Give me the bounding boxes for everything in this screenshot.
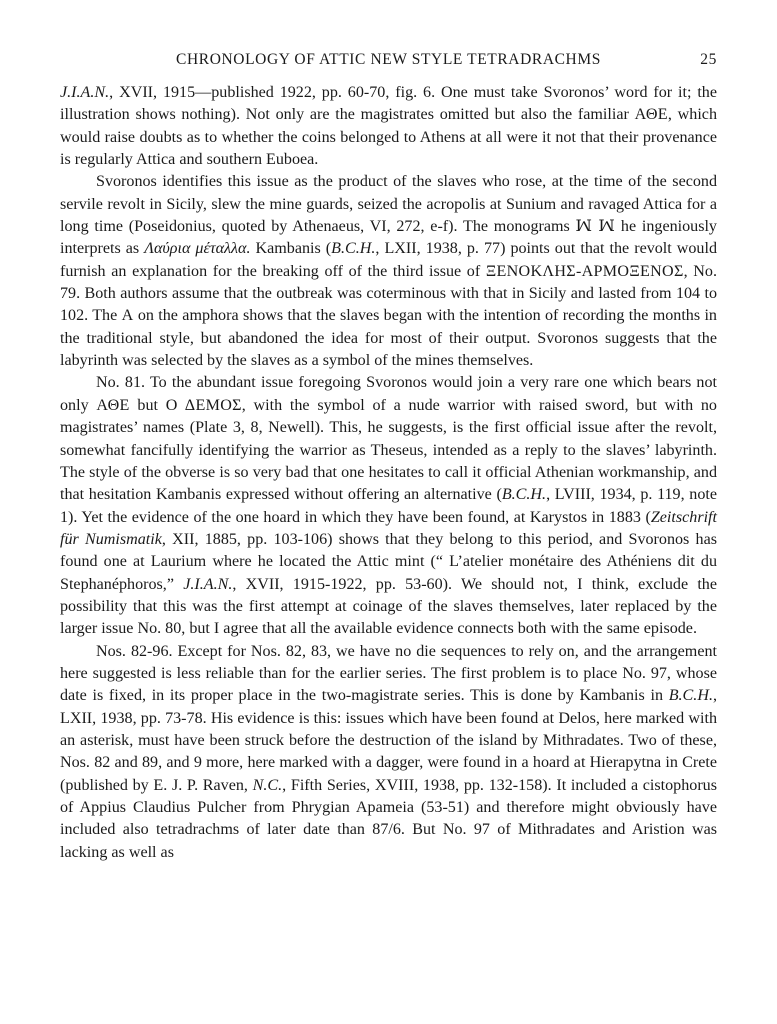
text-run: , XVII, 1915—published 1922, pp. 60-70, fig. 6. One must take Svoronos’ word for it; the illustration shows nothing). Not only are the magistrates omitted but also the familiar bbox=[60, 84, 717, 124]
paragraph bbox=[60, 82, 717, 171]
text-run: , XII, 1885, pp. 103-106) shows that they belong to this period, and Svoronos has found one at Laurium where he located the Attic mint (“ L’atelier monétaire des Athéniens dit du Stephanéphoros,” bbox=[60, 530, 717, 593]
paragraph bbox=[60, 171, 717, 372]
paragraph bbox=[60, 372, 717, 640]
greek-text: Α bbox=[121, 307, 134, 325]
text-run: , XVII, 1915-1922, pp. 53-60). We should not, I think, exclude the possibility that this was the first attempt at coinage of the slaves themselves, later replaced by the larger issue No. 80, but I agree that all the available evidence connects both with the same episode. bbox=[60, 575, 717, 638]
text-run: Svoronos identifies this issue as the product of the slaves who rose, at the time of the second servile revolt in Sicily, slew the mine guards, seized the acropolis at Sunium and ravaged Attica for a long time (Poseidonius, quoted by Athenaeus, VI, 272, e-f). The monograms bbox=[60, 173, 717, 236]
italic-text: Zeitschrift für Numismatik bbox=[60, 508, 717, 548]
text-run: Nos. 82-96. Except for Nos. 82, 83, we have no die sequences to rely on, and the arrangement here suggested is less reliable than for the earlier series. The first problem is to place No. 97, whose date is fixed, in its proper place in the two-magistrate series. This is done by Kambanis in bbox=[60, 642, 717, 705]
text-run: Kambanis ( bbox=[250, 240, 332, 258]
text-run: on the amphora shows that the slaves began with the intention of recording the months in the traditional style, but abandoned the idea for most of their output. Svoronos suggests that the labyrinth was selected by the slaves as a symbol of the mines themselves. bbox=[60, 307, 717, 370]
text-run: , LXII, 1938, p. 77) points out that the revolt would furnish an explanation for the breaking off of the third issue of bbox=[60, 240, 717, 280]
italic-text: J.I.A.N. bbox=[60, 84, 110, 101]
text-run: , which would raise doubts as to whether the coins belonged to Athens at all were it not that their provenance is regularly Attica and southern Euboea. bbox=[60, 106, 718, 169]
paragraph bbox=[60, 641, 717, 864]
text-run: , Fifth Series, XVIII, 1938, pp. 132-158). It included a cistophorus of Appius Claudius Pulcher from Phrygian Apameia (53-51) and therefore might obviously have included also tetradrachms of later date than 87/6. But No. 97 of Mithradates and Aristion was lacking as well as bbox=[60, 776, 717, 861]
italic-text: B.C.H. bbox=[668, 687, 713, 705]
greek-text: ΑΘΕ bbox=[634, 106, 668, 124]
text-run: , LXII, 1938, pp. 73-78. His evidence is this: issues which have been found at Delos, here marked with an asterisk, must have been struck before the destruction of the island by Mithradates. Two of these, Nos. 82 and 89, and 9 more, here marked with a dagger, were found in a hoard at Hierapytna in Crete (published by E. J. P. Raven, bbox=[60, 687, 717, 794]
italic-text: B.C.H. bbox=[501, 486, 547, 504]
text-run: but bbox=[129, 396, 166, 414]
body-text bbox=[60, 82, 717, 864]
text-run: , No. 79. Both authors assume that the outbreak was coterminous with that in Sicily and lasted from 104 to 102. The bbox=[60, 262, 717, 325]
text-run: he ingeniously interprets as bbox=[60, 218, 717, 258]
text-run: , LVIII, 1934, p. 119, note 1). Yet the evidence of the one hoard in which they have been found, at Karystos in 1883 ( bbox=[60, 486, 717, 526]
italic-text: J.I.A.N. bbox=[183, 575, 233, 593]
greek-text: ꟽ ꟽ bbox=[575, 218, 616, 236]
italic-text: N.C. bbox=[252, 776, 283, 794]
greek-text: ΞΕΝΟΚΛΗΣ-ΑΡΜΟΞΕΝΟΣ bbox=[485, 262, 684, 280]
greek-text: ΑΘΕ bbox=[96, 396, 130, 414]
italic-text: B.C.H. bbox=[331, 240, 376, 258]
italic-text: Λαύρια μέταλλα. bbox=[144, 240, 251, 258]
text-run: No. 81. To the abundant issue foregoing Svoronos would join a very rare one which bears not only bbox=[60, 374, 717, 414]
running-title: CHRONOLOGY OF ATTIC NEW STYLE TETRADRACHMS bbox=[176, 51, 601, 68]
page-number: 25 bbox=[700, 51, 717, 68]
text-run: , with the symbol of a nude warrior with raised sword, but with no magistrates’ names (Plate 3, 8, Newell). This, he suggests, is the first official issue after the revolt, somewhat fancifully identifying the warrior as Theseus, intended as a reply to the slaves’ labyrinth. The style of the obverse is so very bad that one hesitates to call it official Athenian workmanship, and that hesitation Kambanis expressed without offering an alternative ( bbox=[60, 396, 717, 504]
greek-text: Ο ΔΕΜΟΣ bbox=[165, 396, 242, 414]
